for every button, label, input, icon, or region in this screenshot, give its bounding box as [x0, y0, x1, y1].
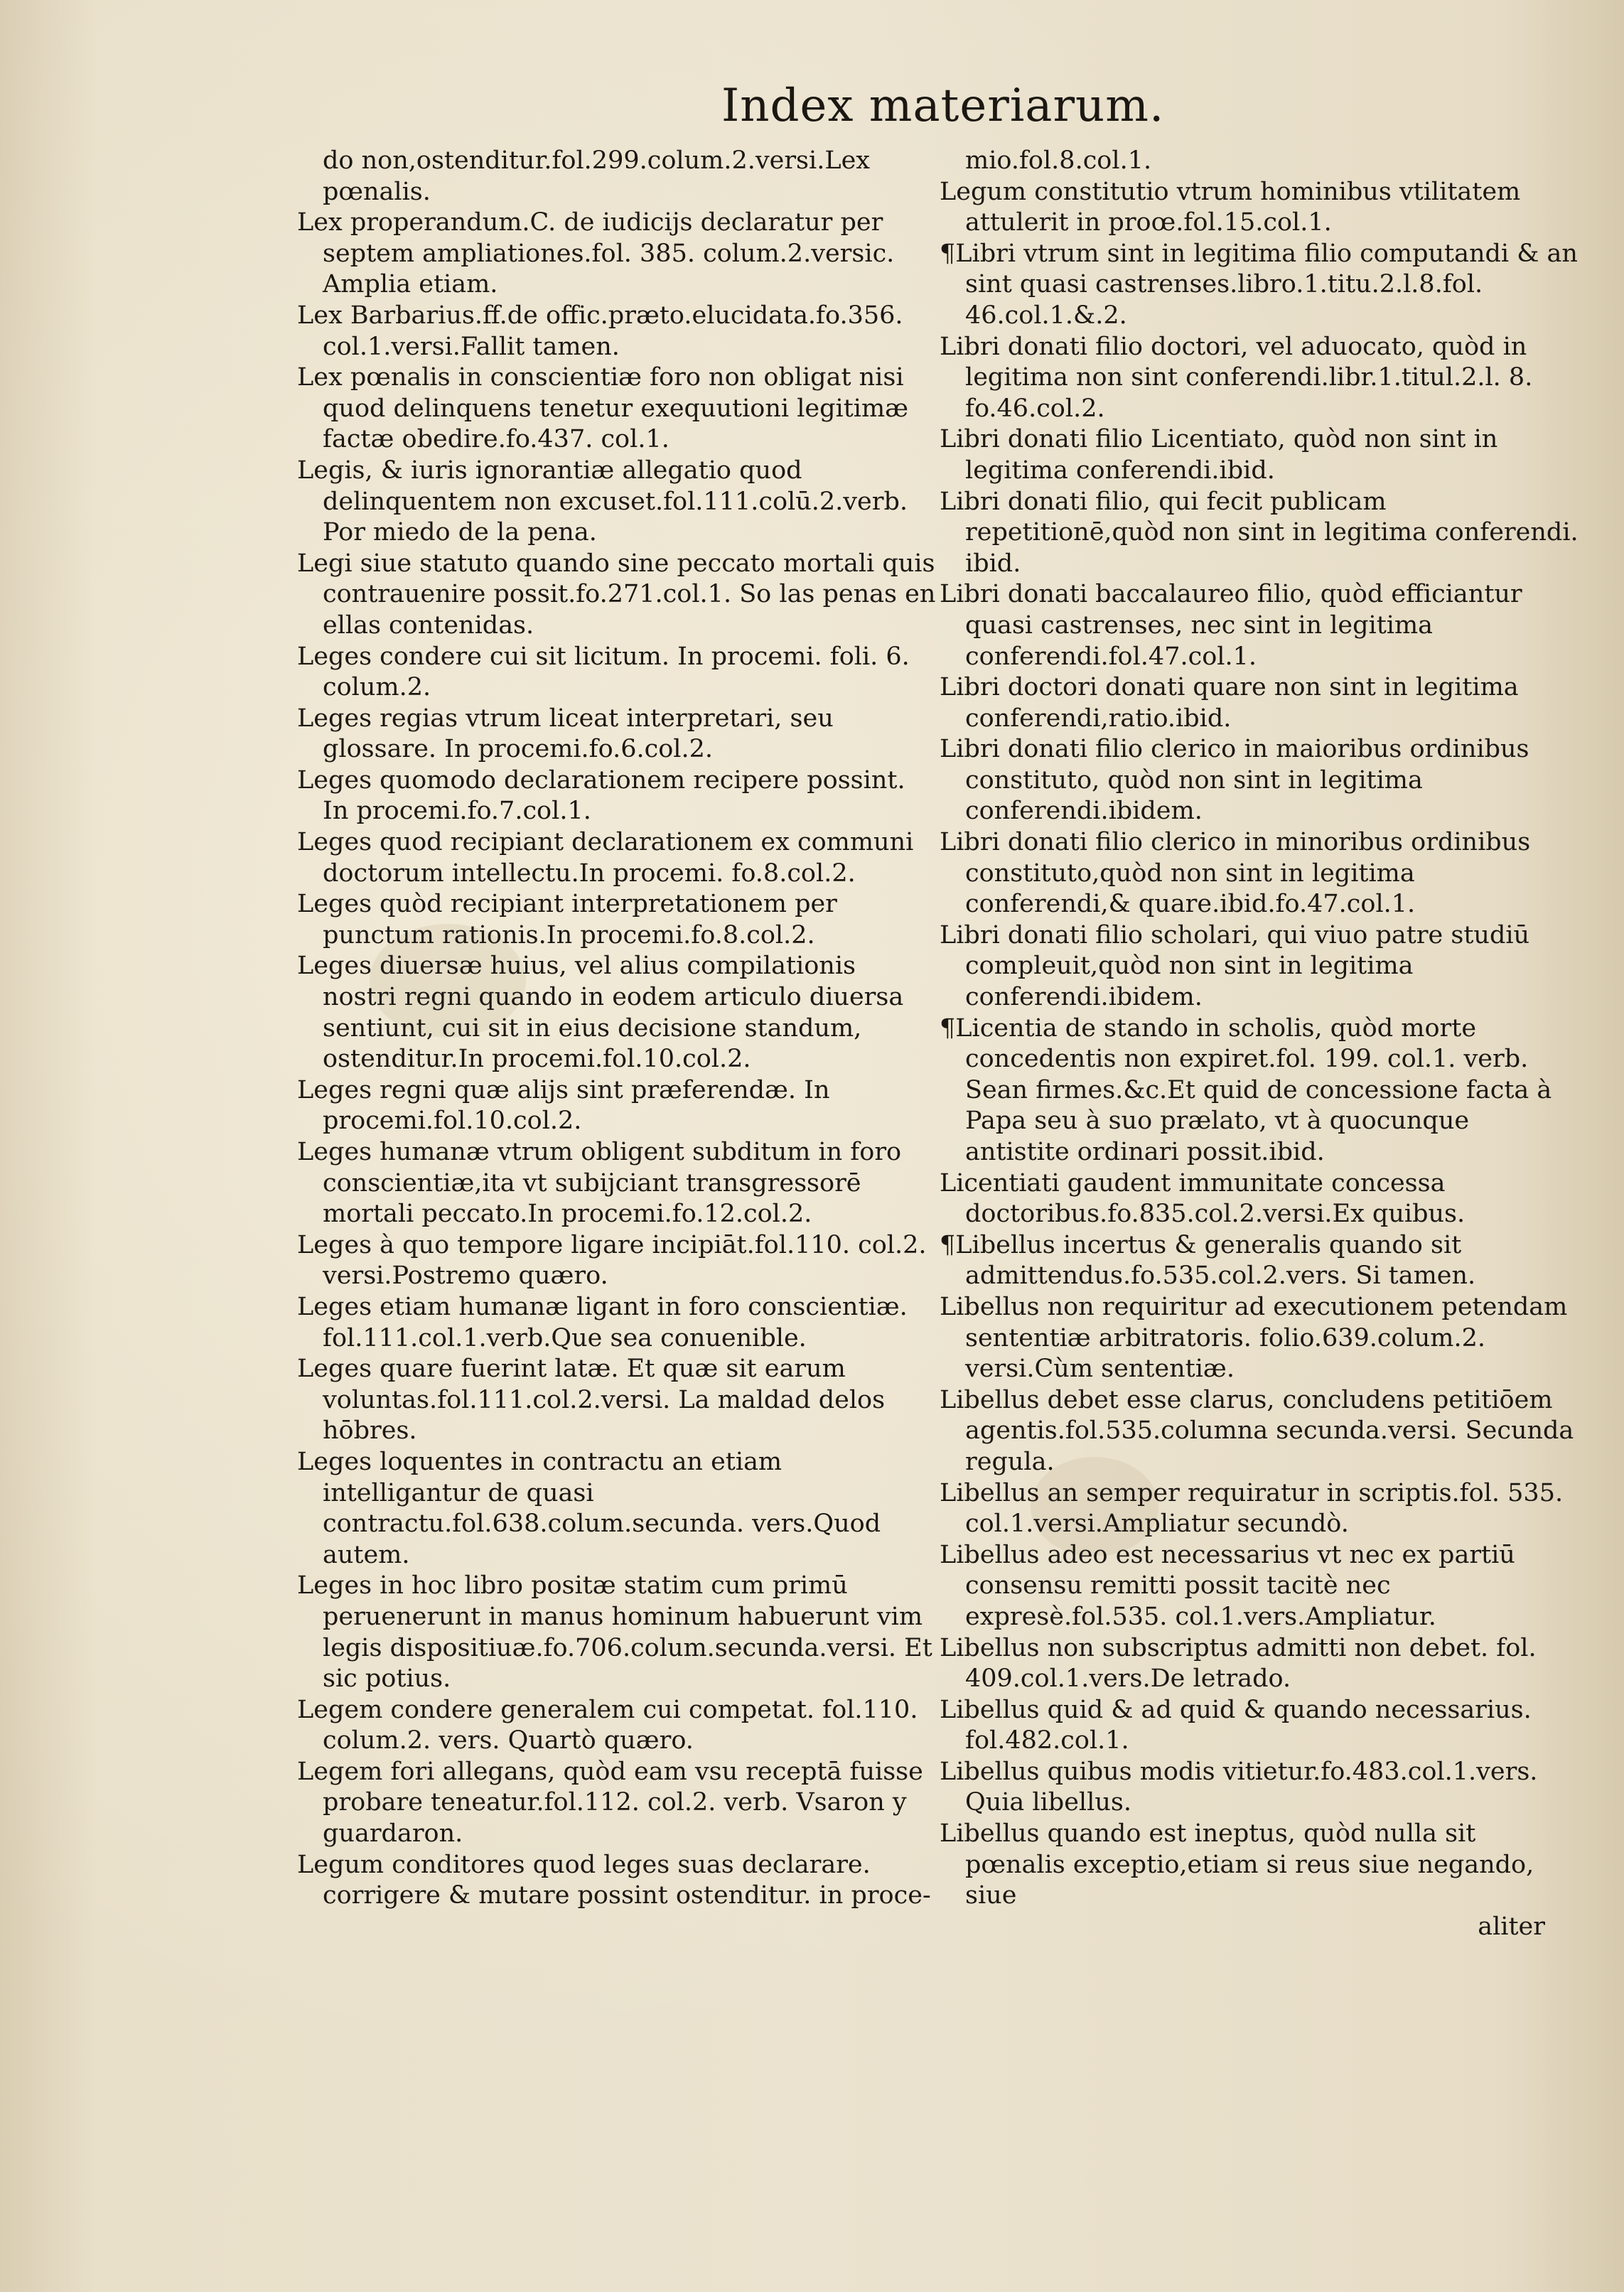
index-entry: Leges regias vtrum liceat interpretari, seu glossare. In procemi.fo.6.col.2. [297, 704, 834, 764]
index-entry: Legem condere generalem cui competat. fol.110. colum.2. vers. Quartò quæro. [297, 1695, 918, 1755]
page-header: Index materiarum. [721, 80, 1165, 132]
index-entry: Libri donati filio clerico in minoribus ordinibus constituto,quòd non sint in legitima conferendi,& quare.ibid.fo.47.col.1. [940, 828, 1531, 919]
index-entry: Libellus non requiritur ad executionem petendam sententiæ arbitratoris. folio.639.colum.2. versi.Cùm sententiæ. [940, 1292, 1568, 1384]
index-entry-continuation: mio.fol.8.col.1. [965, 146, 1152, 175]
index-entry: Leges quomodo declarationem recipere possint. In procemi.fo.7.col.1. [297, 765, 905, 826]
index-entry: Leges etiam humanæ ligant in foro conscientiæ. fol.111.col.1.verb.Que sea conuenible. [297, 1292, 908, 1352]
left-column [297, 146, 937, 1912]
index-entry: Legis, & iuris ignorantiæ allegatio quod delinquentem non excuset.fol.111.colū.2.verb. Por miedo de la pena. [297, 456, 908, 547]
index-entry: Lex properandum.C. de iudicijs declaratur per septem ampliationes.fol. 385. colum.2.versic. Amplia etiam. [297, 208, 895, 299]
index-entry: Legum constitutio vtrum hominibus vtilitatem attulerit in proœ.fol.15.col.1. [940, 177, 1521, 237]
index-entry: Libellus quibus modis vitietur.fo.483.col.1.vers. Quia libellus. [940, 1757, 1538, 1817]
index-entry: Libri donati filio Licentiato, quòd non sint in legitima conferendi.ibid. [940, 425, 1498, 485]
index-entry: Libri doctori donati quare non sint in legitima conferendi,ratio.ibid. [940, 673, 1519, 733]
index-entry-continuation: do non,ostenditur.fol.299.colum.2.versi.Lex pœnalis. [323, 146, 871, 206]
index-entry: Licentiati gaudent immunitate concessa doctoribus.fo.835.col.2.versi.Ex quibus. [940, 1168, 1466, 1229]
index-entry: Libellus quid & ad quid & quando necessarius. fol.482.col.1. [940, 1695, 1532, 1755]
index-entry: ¶Libellus incertus & generalis quando sit admittendus.fo.535.col.2.vers. Si tamen. [940, 1230, 1476, 1291]
index-entry: ¶Licentia de stando in scholis, quòd morte concedentis non expiret.fol. 199. col.1. verb. Sean firmes.&c.Et quid de concessione facta à Papa seu à suo prælato, vt à quocunque antistite ordinari possit.ibid. [940, 1013, 1552, 1166]
index-entry: Leges quòd recipiant interpretationem per punctum rationis.In procemi.fo.8.col.2. [297, 890, 837, 949]
index-entry: ¶Libri vtrum sint in legitima filio computandi & an sint quasi castrenses.libro.1.titu.2.l.8.fol. 46.col.1.&.2. [940, 239, 1578, 330]
index-entry: Legem fori allegans, quòd eam vsu receptā fuisse probare teneatur.fol.112. col.2. verb. Vsaron y guardaron. [297, 1757, 923, 1849]
index-entry: Leges quare fuerint latæ. Et quæ sit earum voluntas.fol.111.col.2.versi. La maldad delos hōbres. [297, 1355, 886, 1446]
index-entry: Libellus non subscriptus admitti non debet. fol. 409.col.1.vers.De letrado. [940, 1633, 1537, 1694]
index-entry: Libellus adeo est necessarius vt nec ex partiū consensu remitti possit tacitè nec expresè.fol.535. col.1.vers.Ampliatur. [940, 1540, 1515, 1631]
index-entry: Libellus debet esse clarus, concludens petitiōem agentis.fol.535.columna secunda.versi. Secunda regula. [940, 1385, 1574, 1476]
index-entry: Libri donati filio scholari, qui viuo patre studiū compleuit,quòd non sint in legitima conferendi.ibidem. [940, 920, 1530, 1012]
index-entry: Libri donati baccalaureo filio, quòd efficiantur quasi castrenses, nec sint in legitima conferendi.fol.47.col.1. [940, 580, 1522, 671]
index-entry: Leges à quo tempore ligare incipiāt.fol.110. col.2. versi.Postremo quæro. [297, 1230, 927, 1291]
index-entry: Lex pœnalis in conscientiæ foro non obligat nisi quod delinquens tenetur exequutioni legitimæ factæ obedire.fo.437. col.1. [297, 363, 909, 454]
index-entry: Leges diuersæ huius, vel alius compilationis nostri regni quando in eodem articulo diuersa sentiunt, cui sit in eius decisione standum, ostenditur.In procemi.fol.10.col.2. [297, 952, 904, 1074]
index-entry: Legum conditores quod leges suas declarare. corrigere & mutare possint ostenditur. in proce- [297, 1850, 931, 1910]
index-entry: aliter [1478, 1912, 1545, 1941]
index-entry: Leges regni quæ alijs sint præferendæ. In procemi.fol.10.col.2. [297, 1075, 830, 1136]
index-entry: Leges humanæ vtrum obligent subditum in foro conscientiæ,ita vt subijciant transgressorē mortali peccato.In procemi.fo.12.col.2. [297, 1138, 902, 1229]
right-column [940, 146, 1579, 1942]
index-entry: Leges in hoc libro positæ statim cum primū peruenerunt in manus hominum habuerunt vim legis dispositiuæ.fo.706.colum.secunda.versi. Et sic potius. [297, 1571, 932, 1694]
index-entry: Libri donati filio clerico in maioribus ordinibus constituto, quòd non sint in legitima conferendi.ibidem. [940, 735, 1529, 826]
index-entry: Libri donati filio doctori, vel aduocato, quòd in legitima non sint conferendi.libr.1.titul.2.l. 8. fo.46.col.2. [940, 332, 1533, 423]
index-entry: Leges quod recipiant declarationem ex communi doctorum intellectu.In procemi. fo.8.col.2. [297, 828, 914, 888]
index-entry: Libellus quando est ineptus, quòd nulla sit pœnalis exceptio,etiam si reus siue negando, siue [940, 1819, 1534, 1910]
index-entry: Lex Barbarius.ff.de offic.præto.elucidata.fo.356. col.1.versi.Fallit tamen. [297, 301, 903, 361]
index-entry: Leges loquentes in contractu an etiam intelligantur de quasi contractu.fol.638.colum.secunda. vers.Quod autem. [297, 1447, 881, 1569]
index-entry: Leges condere cui sit licitum. In procemi. foli. 6. colum.2. [297, 642, 910, 702]
index-entry: Libellus an semper requiratur in scriptis.fol. 535. col.1.versi.Ampliatur secundò. [940, 1478, 1564, 1539]
index-entry: Legi siue statuto quando sine peccato mortali quis contrauenire possit.fo.271.col.1. So las penas en ellas contenidas. [297, 549, 936, 640]
index-entry: Libri donati filio, qui fecit publicam repetitionē,quòd non sint in legitima conferendi. ibid. [940, 487, 1579, 578]
